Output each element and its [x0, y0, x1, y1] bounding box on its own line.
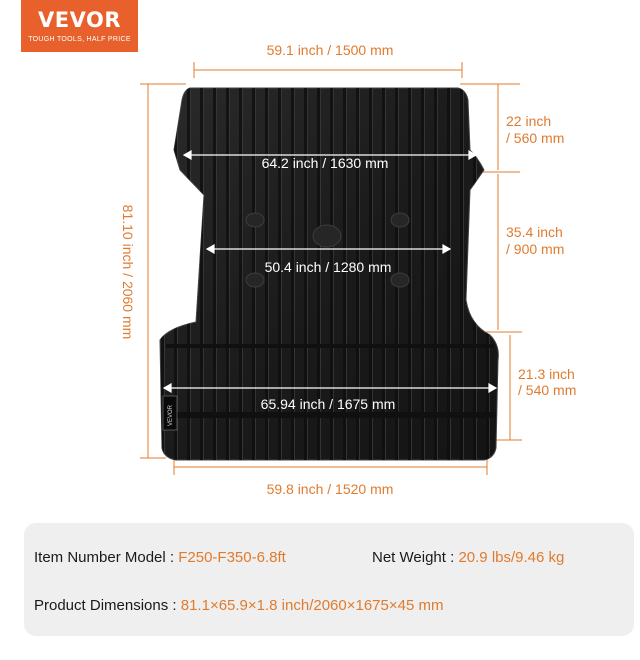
item-number-label: Item Number Model — [34, 549, 166, 566]
net-weight-value: 20.9 lbs/9.46 kg — [458, 549, 565, 566]
top-width-label: 59.1 inch / 1500 mm — [266, 42, 394, 58]
dimensions-label: Product Dimensions — [34, 597, 169, 614]
middle-section-mm: / 900 mm — [506, 241, 565, 257]
item-number-value: F250-F350-6.8ft — [178, 549, 286, 566]
total-length-label: 81.10 inch / 2060 mm — [120, 204, 136, 340]
front-section-inch: 22 inch — [506, 113, 552, 129]
rear-section-inch: 21.3 inch — [518, 366, 575, 382]
net-weight-label: Net Weight — [372, 549, 446, 566]
spec-panel — [24, 523, 634, 636]
rear-section-mm: / 540 mm — [518, 382, 577, 398]
dimensions-row: Product Dimensions : 81.1×65.9×1.8 inch/2060×1675×45 mm — [34, 597, 444, 614]
middle-width-label: 50.4 inch / 1280 mm — [264, 259, 392, 275]
bottom-width-label: 59.8 inch / 1520 mm — [266, 481, 394, 497]
lower-width-label: 65.94 inch / 1675 mm — [260, 396, 396, 412]
middle-section-inch: 35.4 inch — [506, 224, 563, 240]
brand-name: VEVOR — [37, 8, 121, 32]
mat-badge-text: VEVOR — [168, 404, 174, 426]
brand-tagline: TOUGH TOOLS, HALF PRICE — [28, 36, 131, 43]
dimensions-value: 81.1×65.9×1.8 inch/2060×1675×45 mm — [180, 597, 444, 614]
net-weight-row: Net Weight : 20.9 lbs/9.46 kg — [372, 549, 565, 566]
item-number-row: Item Number Model : F250-F350-6.8ft — [34, 549, 286, 566]
front-section-mm: / 560 mm — [506, 130, 565, 146]
upper-width-label: 64.2 inch / 1630 mm — [261, 155, 389, 171]
